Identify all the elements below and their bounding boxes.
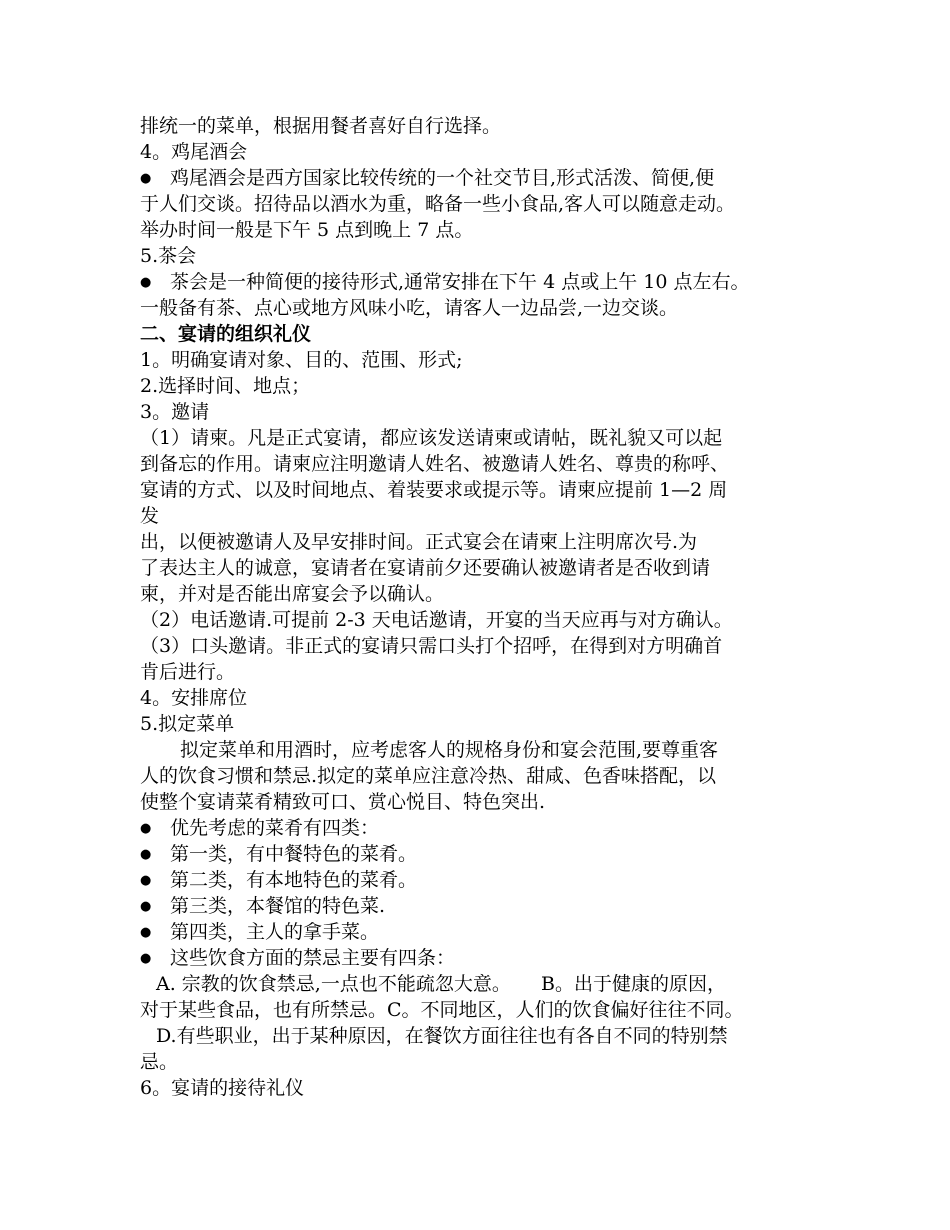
text-line: 举办时间一般是下午 5 点到晚上 7 点。 xyxy=(140,219,474,241)
text-line: 优先考虑的菜肴有四类： xyxy=(170,817,380,839)
text-line: 1。明确宴请对象、目的、范围、形式; xyxy=(140,349,463,371)
text-line: 宴请的方式、以及时间地点、着装要求或提示等。请柬应提前 1—2 周 xyxy=(140,479,728,501)
section-heading: 6。宴请的接待礼仪 xyxy=(140,1077,305,1099)
section-heading: 4。鸡尾酒会 xyxy=(140,141,248,163)
text-line: 茶会是一种简便的接待形式,通常安排在下午 4 点或上午 10 点左右。 xyxy=(170,271,750,293)
bullet-icon: ● xyxy=(140,899,152,914)
bullet-icon: ● xyxy=(140,821,152,836)
text-line: 这些饮食方面的禁忌主要有四条： xyxy=(170,947,456,969)
text-line: 肯后进行。 xyxy=(140,661,236,683)
chapter-heading: 二、宴请的组织礼仪 xyxy=(140,323,312,345)
text-line: 拟定菜单和用酒时，应考虑客人的规格身份和宴会范围,要尊重客 xyxy=(180,739,719,761)
text-line: 了表达主人的诚意，宴请者在宴请前夕还要确认被邀请者是否收到请 xyxy=(140,557,711,579)
text-line: （3）口头邀请。非正式的宴请只需口头打个招呼，在得到对方明确首 xyxy=(140,635,723,657)
text-line: 排统一的菜单，根据用餐者喜好自行选择。 xyxy=(140,115,502,137)
bullet-item xyxy=(140,894,385,919)
bullet-paragraph xyxy=(140,270,749,295)
text-line: （1）请柬。凡是正式宴请，都应该发送请柬或请帖，既礼貌又可以起 xyxy=(140,427,723,449)
bullet-item xyxy=(140,842,417,867)
bullet-item xyxy=(140,816,379,841)
text-line: D.有些职业，出于某种原因，在餐饮方面往往也有各自不同的特别禁 xyxy=(156,1025,728,1047)
section-heading: 3。邀请 xyxy=(140,401,210,423)
text-line: 第一类，有中餐特色的菜肴。 xyxy=(170,843,418,865)
text-line: （2）电话邀请.可提前 2-3 天电话邀请，开宴的当天应再与对方确认。 xyxy=(140,609,733,631)
bullet-item xyxy=(140,868,417,893)
bullet-icon: ● xyxy=(140,951,152,966)
text-line: 忌。 xyxy=(140,1051,179,1073)
text-line: 鸡尾酒会是西方国家比较传统的一个社交节目,形式活泼、简便,便 xyxy=(170,167,715,189)
text-line: 一般备有茶、点心或地方风味小吃，请客人一边品尝,一边交谈。 xyxy=(140,297,679,319)
text-line: 2.选择时间、地点； xyxy=(140,375,311,397)
text-line: 于人们交谈。招待品以酒水为重，略备一些小食品,客人可以随意走动。 xyxy=(140,193,736,215)
text-line: 到备忘的作用。请柬应注明邀请人姓名、被邀请人姓名、尊贵的称呼、 xyxy=(140,453,730,475)
text-line: 对于某些食品，也有所禁忌。C。不同地区，人们的饮食偏好往往不同。 xyxy=(140,999,744,1021)
text-line: 第三类，本餐馆的特色菜. xyxy=(170,895,386,917)
bullet-icon: ● xyxy=(140,171,152,186)
text-line: A. 宗教的饮食禁忌,一点也不能疏忽大意。 B。出于健康的原因， xyxy=(156,973,727,995)
bullet-icon: ● xyxy=(140,847,152,862)
bullet-icon: ● xyxy=(140,925,152,940)
text-line: 出，以便被邀请人及早安排时间。正式宴会在请柬上注明席次号.为 xyxy=(140,531,698,553)
text-line: 发 xyxy=(140,505,160,527)
text-line: 柬，并对是否能出席宴会予以确认。 xyxy=(140,583,445,605)
text-line: 第四类，主人的拿手菜。 xyxy=(170,921,380,943)
text-line: 第二类，有本地特色的菜肴。 xyxy=(170,869,418,891)
bullet-icon: ● xyxy=(140,873,152,888)
bullet-item xyxy=(140,920,379,945)
bullet-paragraph xyxy=(140,166,714,191)
text-line: 使整个宴请菜肴精致可口、赏心悦目、特色突出. xyxy=(140,791,546,813)
section-heading: 4。安排席位 xyxy=(140,687,248,709)
section-heading: 5.拟定菜单 xyxy=(140,713,235,735)
bullet-item xyxy=(140,946,455,971)
section-heading: 5.茶会 xyxy=(140,245,197,267)
text-line: 人的饮食习惯和禁忌.拟定的菜单应注意冷热、甜咸、色香味搭配，以 xyxy=(140,765,717,787)
bullet-icon: ● xyxy=(140,275,152,290)
